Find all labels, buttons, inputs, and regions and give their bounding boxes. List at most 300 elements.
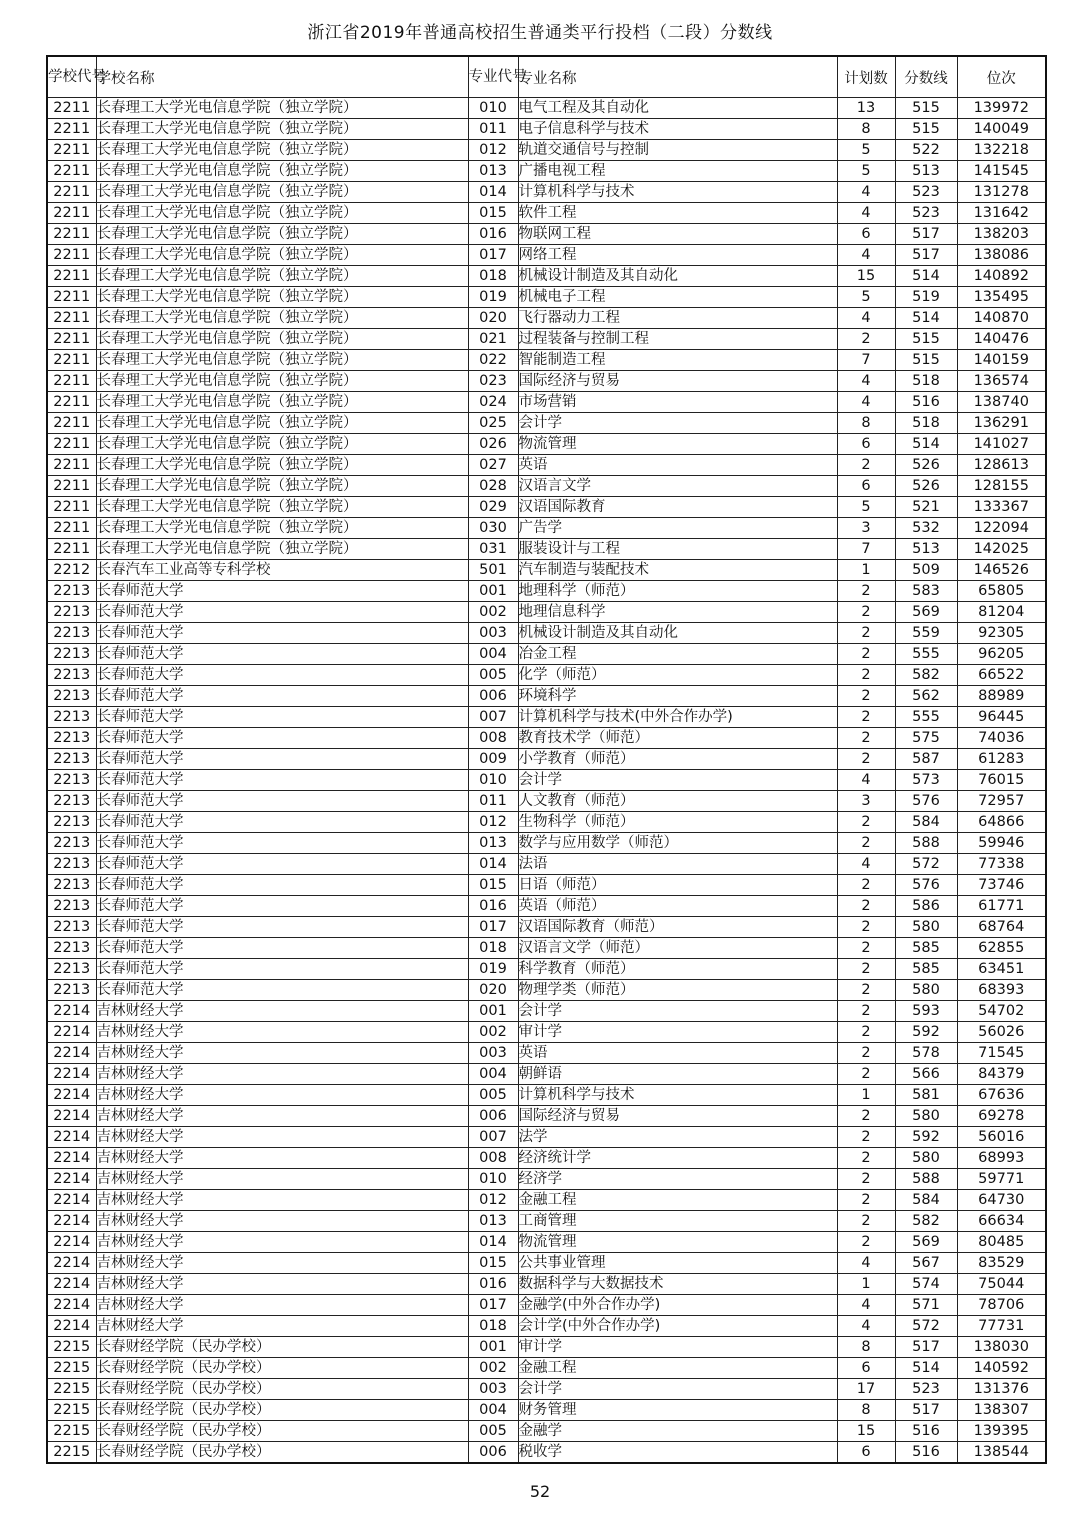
cell-school-name: 长春理工大学光电信息学院（独立学院） xyxy=(96,287,468,308)
table-row xyxy=(47,1106,1046,1127)
cell-score: 580 xyxy=(895,980,957,1001)
cell-school-code: 2214 xyxy=(47,1085,96,1106)
cell-rank: 63451 xyxy=(957,959,1046,980)
cell-major-name: 国际经济与贸易 xyxy=(518,1106,837,1127)
cell-score: 515 xyxy=(895,350,957,371)
cell-school-code: 2214 xyxy=(47,1274,96,1295)
cell-rank: 71545 xyxy=(957,1043,1046,1064)
cell-major-code: 002 xyxy=(468,602,518,623)
cell-plan: 2 xyxy=(837,833,895,854)
cell-rank: 54702 xyxy=(957,1001,1046,1022)
table-row xyxy=(47,497,1046,518)
cell-school-code: 2214 xyxy=(47,1253,96,1274)
table-row xyxy=(47,434,1046,455)
cell-score: 532 xyxy=(895,518,957,539)
cell-major-name: 会计学 xyxy=(518,770,837,791)
cell-school-name: 长春师范大学 xyxy=(96,749,468,770)
cell-major-code: 021 xyxy=(468,329,518,350)
cell-score: 569 xyxy=(895,602,957,623)
cell-score: 592 xyxy=(895,1022,957,1043)
cell-plan: 2 xyxy=(837,602,895,623)
cell-major-name: 经济学 xyxy=(518,1169,837,1190)
cell-school-name: 长春理工大学光电信息学院（独立学院） xyxy=(96,203,468,224)
cell-school-code: 2213 xyxy=(47,980,96,1001)
cell-plan: 4 xyxy=(837,392,895,413)
cell-major-name: 审计学 xyxy=(518,1022,837,1043)
cell-major-code: 015 xyxy=(468,203,518,224)
cell-school-code: 2211 xyxy=(47,98,96,119)
cell-major-code: 018 xyxy=(468,1316,518,1337)
cell-plan: 2 xyxy=(837,1190,895,1211)
table-row xyxy=(47,812,1046,833)
cell-score: 516 xyxy=(895,392,957,413)
cell-major-code: 012 xyxy=(468,812,518,833)
cell-school-code: 2214 xyxy=(47,1022,96,1043)
table-row xyxy=(47,749,1046,770)
header-row xyxy=(47,56,1046,98)
cell-major-code: 005 xyxy=(468,1421,518,1442)
cell-rank: 80485 xyxy=(957,1232,1046,1253)
cell-major-name: 环境科学 xyxy=(518,686,837,707)
cell-school-code: 2211 xyxy=(47,539,96,560)
cell-plan: 2 xyxy=(837,665,895,686)
cell-rank: 64730 xyxy=(957,1190,1046,1211)
cell-rank: 68764 xyxy=(957,917,1046,938)
cell-plan: 7 xyxy=(837,350,895,371)
cell-score: 555 xyxy=(895,707,957,728)
table-row xyxy=(47,938,1046,959)
cell-score: 580 xyxy=(895,1106,957,1127)
cell-major-code: 004 xyxy=(468,644,518,665)
cell-rank: 132218 xyxy=(957,140,1046,161)
cell-score: 513 xyxy=(895,161,957,182)
cell-school-name: 长春理工大学光电信息学院（独立学院） xyxy=(96,476,468,497)
cell-score: 578 xyxy=(895,1043,957,1064)
cell-score: 523 xyxy=(895,182,957,203)
table-row xyxy=(47,140,1046,161)
table-row xyxy=(47,1337,1046,1358)
cell-major-name: 过程装备与控制工程 xyxy=(518,329,837,350)
cell-plan: 2 xyxy=(837,980,895,1001)
cell-school-name: 长春师范大学 xyxy=(96,770,468,791)
cell-school-code: 2215 xyxy=(47,1421,96,1442)
cell-score: 518 xyxy=(895,413,957,434)
cell-major-code: 031 xyxy=(468,539,518,560)
cell-school-code: 2214 xyxy=(47,1211,96,1232)
cell-score: 585 xyxy=(895,959,957,980)
cell-school-code: 2213 xyxy=(47,833,96,854)
cell-score: 576 xyxy=(895,875,957,896)
cell-school-name: 长春师范大学 xyxy=(96,875,468,896)
cell-plan: 4 xyxy=(837,770,895,791)
cell-school-name: 吉林财经大学 xyxy=(96,1022,468,1043)
cell-school-name: 吉林财经大学 xyxy=(96,1253,468,1274)
cell-plan: 2 xyxy=(837,644,895,665)
cell-plan: 2 xyxy=(837,623,895,644)
cell-school-code: 2214 xyxy=(47,1295,96,1316)
cell-major-name: 机械设计制造及其自动化 xyxy=(518,623,837,644)
cell-major-name: 生物科学（师范） xyxy=(518,812,837,833)
table-row xyxy=(47,833,1046,854)
cell-score: 514 xyxy=(895,308,957,329)
cell-rank: 59771 xyxy=(957,1169,1046,1190)
cell-plan: 4 xyxy=(837,1295,895,1316)
cell-plan: 2 xyxy=(837,1232,895,1253)
table-row xyxy=(47,644,1046,665)
cell-major-name: 计算机科学与技术(中外合作办学) xyxy=(518,707,837,728)
cell-plan: 2 xyxy=(837,896,895,917)
cell-major-code: 024 xyxy=(468,392,518,413)
cell-school-name: 长春师范大学 xyxy=(96,896,468,917)
table-row xyxy=(47,854,1046,875)
cell-major-code: 006 xyxy=(468,1106,518,1127)
cell-major-name: 小学教育（师范） xyxy=(518,749,837,770)
cell-major-code: 018 xyxy=(468,266,518,287)
cell-major-code: 002 xyxy=(468,1358,518,1379)
cell-score: 584 xyxy=(895,812,957,833)
cell-score: 567 xyxy=(895,1253,957,1274)
cell-plan: 2 xyxy=(837,1043,895,1064)
cell-major-name: 广告学 xyxy=(518,518,837,539)
cell-score: 566 xyxy=(895,1064,957,1085)
cell-plan: 7 xyxy=(837,539,895,560)
cell-major-code: 018 xyxy=(468,938,518,959)
cell-rank: 131642 xyxy=(957,203,1046,224)
cell-school-code: 2211 xyxy=(47,119,96,140)
cell-major-name: 计算机科学与技术 xyxy=(518,1085,837,1106)
cell-school-code: 2211 xyxy=(47,224,96,245)
cell-major-name: 会计学 xyxy=(518,413,837,434)
cell-major-code: 010 xyxy=(468,770,518,791)
cell-rank: 141027 xyxy=(957,434,1046,455)
cell-school-name: 长春师范大学 xyxy=(96,581,468,602)
cell-school-code: 2213 xyxy=(47,791,96,812)
cell-major-code: 012 xyxy=(468,140,518,161)
table-row xyxy=(47,959,1046,980)
cell-school-name: 长春理工大学光电信息学院（独立学院） xyxy=(96,497,468,518)
cell-school-code: 2213 xyxy=(47,749,96,770)
cell-plan: 1 xyxy=(837,1085,895,1106)
table-row xyxy=(47,602,1046,623)
cell-plan: 5 xyxy=(837,140,895,161)
cell-major-name: 会计学 xyxy=(518,1001,837,1022)
cell-major-name: 国际经济与贸易 xyxy=(518,371,837,392)
cell-school-name: 长春师范大学 xyxy=(96,665,468,686)
cell-major-name: 经济统计学 xyxy=(518,1148,837,1169)
header-school-name: 学校名称 xyxy=(96,56,468,98)
table-row xyxy=(47,392,1046,413)
table-row xyxy=(47,665,1046,686)
cell-school-name: 长春理工大学光电信息学院（独立学院） xyxy=(96,98,468,119)
cell-school-name: 吉林财经大学 xyxy=(96,1127,468,1148)
cell-score: 517 xyxy=(895,224,957,245)
cell-school-code: 2211 xyxy=(47,455,96,476)
cell-school-name: 长春师范大学 xyxy=(96,644,468,665)
table-row xyxy=(47,1400,1046,1421)
cell-school-code: 2215 xyxy=(47,1379,96,1400)
cell-school-code: 2211 xyxy=(47,287,96,308)
table-row xyxy=(47,266,1046,287)
cell-major-name: 化学（师范） xyxy=(518,665,837,686)
cell-score: 569 xyxy=(895,1232,957,1253)
table-row xyxy=(47,1421,1046,1442)
score-table xyxy=(46,55,1047,1464)
cell-rank: 138740 xyxy=(957,392,1046,413)
table-row xyxy=(47,875,1046,896)
cell-school-name: 长春理工大学光电信息学院（独立学院） xyxy=(96,140,468,161)
cell-major-name: 服装设计与工程 xyxy=(518,539,837,560)
cell-score: 555 xyxy=(895,644,957,665)
cell-major-code: 007 xyxy=(468,707,518,728)
cell-major-name: 汉语言文学 xyxy=(518,476,837,497)
cell-score: 516 xyxy=(895,1421,957,1442)
cell-school-name: 长春理工大学光电信息学院（独立学院） xyxy=(96,329,468,350)
cell-rank: 56026 xyxy=(957,1022,1046,1043)
cell-major-name: 会计学 xyxy=(518,1379,837,1400)
cell-major-code: 027 xyxy=(468,455,518,476)
cell-school-code: 2211 xyxy=(47,329,96,350)
table-row xyxy=(47,1358,1046,1379)
header-rank: 位次 xyxy=(957,56,1046,98)
cell-rank: 76015 xyxy=(957,770,1046,791)
cell-school-name: 吉林财经大学 xyxy=(96,1274,468,1295)
cell-school-code: 2213 xyxy=(47,896,96,917)
table-row xyxy=(47,182,1046,203)
cell-plan: 2 xyxy=(837,707,895,728)
cell-major-code: 005 xyxy=(468,665,518,686)
cell-plan: 2 xyxy=(837,1022,895,1043)
cell-school-code: 2213 xyxy=(47,602,96,623)
cell-score: 585 xyxy=(895,938,957,959)
cell-major-name: 网络工程 xyxy=(518,245,837,266)
cell-major-code: 016 xyxy=(468,1274,518,1295)
cell-school-code: 2211 xyxy=(47,371,96,392)
cell-school-code: 2215 xyxy=(47,1358,96,1379)
cell-school-code: 2212 xyxy=(47,560,96,581)
cell-major-name: 金融学 xyxy=(518,1421,837,1442)
cell-school-code: 2211 xyxy=(47,434,96,455)
cell-plan: 5 xyxy=(837,161,895,182)
cell-rank: 73746 xyxy=(957,875,1046,896)
cell-major-name: 软件工程 xyxy=(518,203,837,224)
cell-rank: 56016 xyxy=(957,1127,1046,1148)
table-row xyxy=(47,539,1046,560)
cell-plan: 6 xyxy=(837,476,895,497)
cell-major-code: 008 xyxy=(468,1148,518,1169)
cell-score: 559 xyxy=(895,623,957,644)
cell-school-code: 2213 xyxy=(47,728,96,749)
cell-school-name: 吉林财经大学 xyxy=(96,1316,468,1337)
cell-major-name: 数据科学与大数据技术 xyxy=(518,1274,837,1295)
table-row xyxy=(47,161,1046,182)
cell-major-code: 005 xyxy=(468,1085,518,1106)
cell-rank: 140049 xyxy=(957,119,1046,140)
cell-score: 514 xyxy=(895,1358,957,1379)
cell-major-code: 016 xyxy=(468,896,518,917)
cell-score: 515 xyxy=(895,98,957,119)
cell-school-name: 长春财经学院（民办学校） xyxy=(96,1337,468,1358)
cell-plan: 1 xyxy=(837,560,895,581)
cell-plan: 2 xyxy=(837,455,895,476)
cell-school-code: 2211 xyxy=(47,266,96,287)
cell-major-name: 英语 xyxy=(518,455,837,476)
cell-score: 523 xyxy=(895,1379,957,1400)
cell-school-name: 吉林财经大学 xyxy=(96,1295,468,1316)
table-row xyxy=(47,1190,1046,1211)
cell-school-code: 2211 xyxy=(47,203,96,224)
cell-rank: 138030 xyxy=(957,1337,1046,1358)
cell-major-code: 008 xyxy=(468,728,518,749)
cell-major-code: 015 xyxy=(468,875,518,896)
cell-school-name: 长春理工大学光电信息学院（独立学院） xyxy=(96,539,468,560)
cell-school-code: 2214 xyxy=(47,1064,96,1085)
cell-rank: 138203 xyxy=(957,224,1046,245)
cell-plan: 4 xyxy=(837,308,895,329)
cell-score: 517 xyxy=(895,1400,957,1421)
cell-plan: 2 xyxy=(837,728,895,749)
cell-major-name: 汉语国际教育 xyxy=(518,497,837,518)
cell-major-code: 019 xyxy=(468,959,518,980)
cell-plan: 2 xyxy=(837,959,895,980)
cell-major-name: 地理科学（师范） xyxy=(518,581,837,602)
table-row xyxy=(47,518,1046,539)
cell-major-name: 轨道交通信号与控制 xyxy=(518,140,837,161)
cell-rank: 68393 xyxy=(957,980,1046,1001)
cell-plan: 2 xyxy=(837,1211,895,1232)
cell-plan: 2 xyxy=(837,581,895,602)
cell-school-name: 长春财经学院（民办学校） xyxy=(96,1442,468,1464)
cell-school-code: 2215 xyxy=(47,1337,96,1358)
cell-rank: 140892 xyxy=(957,266,1046,287)
cell-rank: 139972 xyxy=(957,98,1046,119)
cell-plan: 2 xyxy=(837,1169,895,1190)
cell-major-name: 物联网工程 xyxy=(518,224,837,245)
table-row xyxy=(47,560,1046,581)
cell-plan: 4 xyxy=(837,1253,895,1274)
cell-major-name: 物流管理 xyxy=(518,1232,837,1253)
cell-score: 522 xyxy=(895,140,957,161)
cell-major-name: 物理学类（师范） xyxy=(518,980,837,1001)
cell-score: 519 xyxy=(895,287,957,308)
cell-score: 593 xyxy=(895,1001,957,1022)
cell-school-code: 2211 xyxy=(47,161,96,182)
cell-major-code: 016 xyxy=(468,224,518,245)
cell-rank: 128613 xyxy=(957,455,1046,476)
cell-score: 571 xyxy=(895,1295,957,1316)
table-body xyxy=(47,98,1046,1464)
cell-school-name: 长春师范大学 xyxy=(96,980,468,1001)
table-row xyxy=(47,1316,1046,1337)
cell-school-code: 2213 xyxy=(47,623,96,644)
cell-rank: 81204 xyxy=(957,602,1046,623)
cell-plan: 2 xyxy=(837,1064,895,1085)
cell-school-code: 2213 xyxy=(47,812,96,833)
cell-school-name: 吉林财经大学 xyxy=(96,1043,468,1064)
cell-plan: 2 xyxy=(837,812,895,833)
cell-rank: 131278 xyxy=(957,182,1046,203)
cell-school-name: 长春师范大学 xyxy=(96,686,468,707)
cell-school-code: 2211 xyxy=(47,308,96,329)
cell-school-code: 2214 xyxy=(47,1001,96,1022)
header-school-code: 学校代号 xyxy=(47,56,96,98)
table-row xyxy=(47,1379,1046,1400)
table-row xyxy=(47,980,1046,1001)
cell-plan: 5 xyxy=(837,497,895,518)
cell-score: 513 xyxy=(895,539,957,560)
table-row xyxy=(47,1127,1046,1148)
cell-plan: 2 xyxy=(837,917,895,938)
cell-school-code: 2211 xyxy=(47,140,96,161)
cell-school-code: 2215 xyxy=(47,1400,96,1421)
header-plan: 计划数 xyxy=(837,56,895,98)
cell-school-code: 2215 xyxy=(47,1442,96,1464)
table-row xyxy=(47,1001,1046,1022)
table-row xyxy=(47,308,1046,329)
cell-score: 575 xyxy=(895,728,957,749)
cell-major-name: 冶金工程 xyxy=(518,644,837,665)
cell-rank: 77731 xyxy=(957,1316,1046,1337)
header-major-name: 专业名称 xyxy=(518,56,837,98)
cell-rank: 96445 xyxy=(957,707,1046,728)
cell-school-code: 2211 xyxy=(47,518,96,539)
table-row xyxy=(47,1064,1046,1085)
cell-school-code: 2211 xyxy=(47,245,96,266)
cell-school-name: 长春理工大学光电信息学院（独立学院） xyxy=(96,266,468,287)
cell-major-code: 010 xyxy=(468,98,518,119)
cell-school-name: 吉林财经大学 xyxy=(96,1085,468,1106)
cell-plan: 4 xyxy=(837,245,895,266)
cell-rank: 140592 xyxy=(957,1358,1046,1379)
cell-score: 588 xyxy=(895,833,957,854)
cell-major-code: 023 xyxy=(468,371,518,392)
cell-major-code: 011 xyxy=(468,791,518,812)
cell-rank: 67636 xyxy=(957,1085,1046,1106)
cell-major-code: 012 xyxy=(468,1190,518,1211)
cell-school-code: 2213 xyxy=(47,938,96,959)
table-row xyxy=(47,728,1046,749)
cell-score: 587 xyxy=(895,749,957,770)
cell-school-name: 长春理工大学光电信息学院（独立学院） xyxy=(96,350,468,371)
cell-score: 526 xyxy=(895,476,957,497)
cell-school-name: 长春理工大学光电信息学院（独立学院） xyxy=(96,392,468,413)
cell-school-code: 2214 xyxy=(47,1190,96,1211)
cell-school-name: 吉林财经大学 xyxy=(96,1001,468,1022)
cell-major-code: 011 xyxy=(468,119,518,140)
cell-school-code: 2211 xyxy=(47,497,96,518)
cell-plan: 4 xyxy=(837,371,895,392)
cell-major-code: 003 xyxy=(468,1379,518,1400)
table-row xyxy=(47,1295,1046,1316)
cell-rank: 139395 xyxy=(957,1421,1046,1442)
cell-score: 574 xyxy=(895,1274,957,1295)
cell-score: 521 xyxy=(895,497,957,518)
cell-plan: 15 xyxy=(837,1421,895,1442)
cell-score: 509 xyxy=(895,560,957,581)
cell-score: 515 xyxy=(895,119,957,140)
cell-school-name: 长春师范大学 xyxy=(96,707,468,728)
cell-school-code: 2213 xyxy=(47,686,96,707)
cell-rank: 140476 xyxy=(957,329,1046,350)
cell-score: 572 xyxy=(895,1316,957,1337)
table-row xyxy=(47,455,1046,476)
cell-rank: 66634 xyxy=(957,1211,1046,1232)
cell-score: 582 xyxy=(895,665,957,686)
cell-rank: 133367 xyxy=(957,497,1046,518)
cell-rank: 75044 xyxy=(957,1274,1046,1295)
cell-school-code: 2213 xyxy=(47,581,96,602)
cell-plan: 6 xyxy=(837,224,895,245)
cell-rank: 122094 xyxy=(957,518,1046,539)
